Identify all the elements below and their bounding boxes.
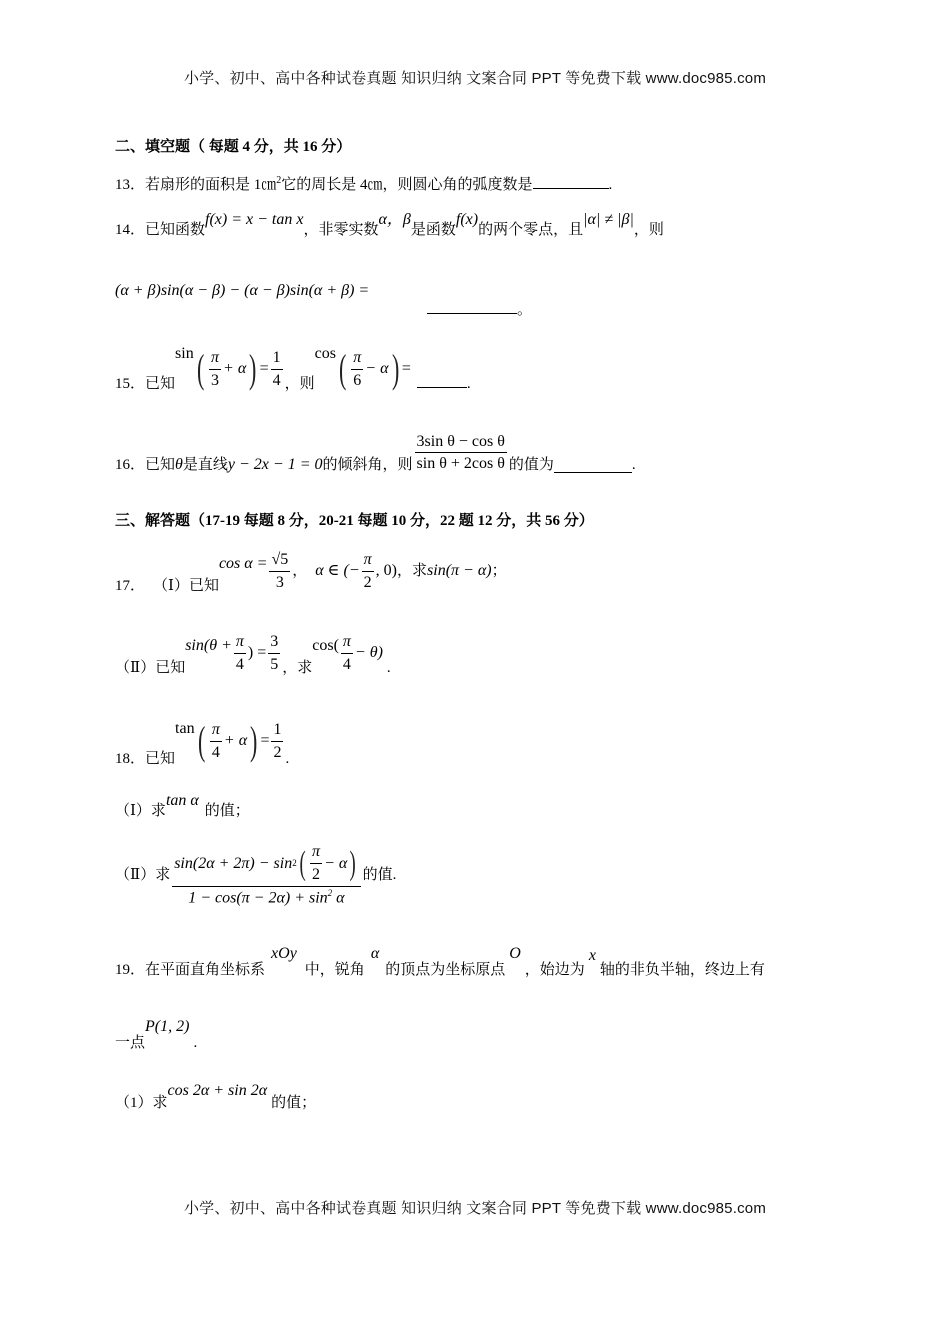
frac-num [172,843,360,886]
q18-tan: tan [175,720,195,737]
q17-semicolon: ； [491,562,507,579]
q14-answer-line [427,299,532,318]
frac-den: 2 [312,866,321,884]
q19-point-p: P(1, 2) [145,1018,190,1035]
q14-number: 14． [115,222,146,238]
q17-minus-theta: − θ) [354,644,383,661]
q18-left-paren: ( [197,718,205,763]
q15-minus-alpha: − α [365,360,389,377]
q18-frac-pi-4 [210,721,222,761]
q14-answer-blank[interactable] [427,299,517,314]
q18-equals: = [260,732,270,749]
question-13 [115,174,612,193]
q14-text: ，则 [633,222,664,238]
frac-num: √5 [269,551,290,572]
q16-text: 的倾斜角，则 [322,457,413,473]
frac-den [186,887,346,907]
q15-frac-pi-6 [351,349,363,389]
q18-part-1-label: （Ⅰ）求 [115,803,166,819]
q19-xoy: xOy [271,945,297,962]
q17-part-2-label: （Ⅱ）已知 [115,660,186,676]
q19-text: ，始边为 [524,962,585,978]
frac-den: 6 [353,371,362,389]
frac-num: 1 [271,349,283,370]
q13-text-a: 若扇形的面积是 1㎝ [145,177,277,193]
q15-cos: cos [314,345,336,362]
q14-text: 的两个零点，且 [478,222,584,238]
q16-answer-blank[interactable] [554,458,632,473]
q16-line-equation: y − 2x − 1 = 0 [227,456,323,473]
q19-part-1 [115,1082,317,1111]
frac-num: π [210,721,222,742]
q18-text: 已知 [145,751,176,767]
paren: ( [299,844,306,882]
q19-text: 中，锐角 [304,962,365,978]
q14-end: 。 [517,302,533,318]
q14-expression: (α + β)sin(α − β) − (α − β)sin(α + β) = [115,282,370,299]
frac-den: 4 [211,743,220,761]
question-16 [115,427,636,473]
q19-line-2 [115,1018,198,1051]
q19-origin: O [509,945,521,962]
den-square: 2 [327,887,333,898]
q15-equals-2: = [401,360,411,377]
q14-text: 是函数 [410,222,456,238]
q15-right-paren: ) [249,346,257,391]
q15-frac-pi-3 [209,349,221,389]
frac-den: 4 [272,371,281,389]
q17-text: ，求 [397,562,428,579]
q13-text-b: 它的周长是 4㎝，则圆心角的弧度数是 [281,177,533,193]
q19-part-1-end: 的值； [271,1095,317,1111]
q15-text: ，则 [284,376,315,392]
frac-num: 3sin θ − cos θ [415,433,507,454]
q15-text: 已知 [145,376,176,392]
q17-number: 17． [115,578,146,594]
q14-alpha: α， [378,211,403,228]
frac-num: π [341,633,353,654]
q19-end: . [193,1035,198,1051]
num-frac-pi-2 [310,843,322,883]
q17-range: α ∈ (− [315,562,360,579]
num-part: sin(2α + 2π) − sin [174,854,293,872]
q17-sin-theta: sin(θ + [185,637,232,654]
question-18 [115,715,289,767]
frac-num: π [362,551,374,572]
frac-den: 3 [211,371,220,389]
page-header-banner: 小学、初中、高中各种试卷真题 知识归纳 文案合同 PPT 等免费下载 www.doc985.com [183,70,767,87]
section-2-title: 二、填空题（ 每题 4 分，共 16 分） [115,139,352,155]
q18-frac-1-2 [271,721,283,761]
q17-cos-alpha: cos α = [218,555,268,572]
frac-den: 4 [235,655,244,673]
q17-frac-pi-4-b [341,633,353,673]
q16-text: 是直线 [182,457,228,473]
q18-tan-alpha: tan α [165,792,199,809]
q14-condition: |α| ≠ |β| [583,211,634,228]
num-minus-alpha: − α [324,854,348,872]
q17-frac-pi-4 [234,633,246,673]
paren: ) [349,844,357,882]
q18-plus-alpha: + α [223,732,248,749]
q18-part-2-fraction [172,843,360,906]
q17-frac-pi-2 [362,551,374,591]
q17-end: . [386,660,391,676]
q18-part-2 [115,840,396,910]
q13-number: 13． [115,177,146,193]
den-alpha: α [336,888,345,906]
frac-den: 4 [342,655,351,673]
frac-num: π [310,843,322,864]
q19-number: 19． [115,962,146,978]
q17-frac-sqrt5-3 [269,551,290,591]
q18-number: 18． [115,751,146,767]
q16-fraction [415,433,507,473]
frac-den: sin θ + 2cos θ [416,455,505,473]
frac-den: 2 [273,743,282,761]
q17-comma: ， [292,562,308,579]
q17-cos: cos( [312,637,339,654]
q17-part-1-label: （Ⅰ）已知 [153,578,219,594]
question-17-part-1 [115,548,507,594]
question-15 [115,346,471,392]
q18-part-1-end: 的值； [204,803,250,819]
q15-answer-blank[interactable] [417,373,467,388]
frac-num: π [234,633,246,654]
q17-frac-3-5 [268,633,280,673]
q17-close-equals: ) = [247,644,267,661]
q14-text: 已知函数 [145,222,206,238]
question-14 [115,211,664,238]
q16-end: . [631,457,636,473]
q14-function: f(x) = x − tan x [205,211,304,228]
q14-beta: β [402,211,411,228]
question-17-part-2 [115,630,391,676]
frac-den: 3 [275,573,284,591]
num-square: 2 [292,857,297,868]
q15-sin: sin [175,345,194,362]
q14-function-ref: f(x) [455,211,479,228]
q15-plus-alpha: + α [223,360,247,377]
q17-range-end: , 0) [375,562,397,579]
q15-frac-1-4 [271,349,283,389]
q13-superscript: 2 [276,175,282,186]
q19-text: 轴的非负半轴，终边上有 [599,962,765,978]
q16-number: 16． [115,457,146,473]
q16-text: 已知 [145,457,176,473]
q14-text: ，非零实数 [303,222,379,238]
q19-text: 一点 [115,1035,146,1051]
frac-num: 1 [271,721,283,742]
q16-text: 的值为 [508,457,554,473]
q16-theta: θ [175,456,183,473]
q15-left-paren-2: ( [338,346,347,391]
q15-number: 15． [115,376,146,392]
q18-part-1 [115,792,250,819]
q19-alpha: α [370,945,380,962]
q18-end: . [285,751,290,767]
frac-den: 5 [270,655,279,673]
q18-part-2-label: （Ⅱ）求 [115,866,171,883]
q13-end: . [608,177,613,193]
q15-equals: = [259,360,269,377]
frac-den: 2 [363,573,372,591]
q17-ask: sin(π − α) [427,562,492,579]
q19-expression: cos 2α + sin 2α [167,1082,268,1099]
question-19 [115,945,765,978]
frac-num: 3 [268,633,280,654]
q18-right-paren: ) [250,718,258,763]
frac-num: π [351,349,363,370]
q19-part-1-label: （1）求 [115,1095,168,1111]
q19-x: x [588,947,596,964]
frac-num: π [209,349,221,370]
section-3-title: 三、解答题（17-19 每题 8 分，20-21 每题 10 分，22 题 12 分，共 56 分） [115,513,594,529]
q13-answer-blank[interactable] [533,174,609,189]
page-footer-banner: 小学、初中、高中各种试卷真题 知识归纳 文案合同 PPT 等免费下载 www.doc985.com [183,1200,767,1217]
q15-left-paren: ( [196,346,205,391]
q17-text: ，求 [282,660,313,676]
q19-text: 的顶点为坐标原点 [385,962,506,978]
q15-end: . [466,376,471,392]
q15-right-paren-2: ) [391,346,399,391]
q19-text: 在平面直角坐标系 [145,962,266,978]
q18-part-2-end: 的值. [362,866,397,883]
den-part: 1 − cos(π − 2α) + sin [188,888,328,906]
